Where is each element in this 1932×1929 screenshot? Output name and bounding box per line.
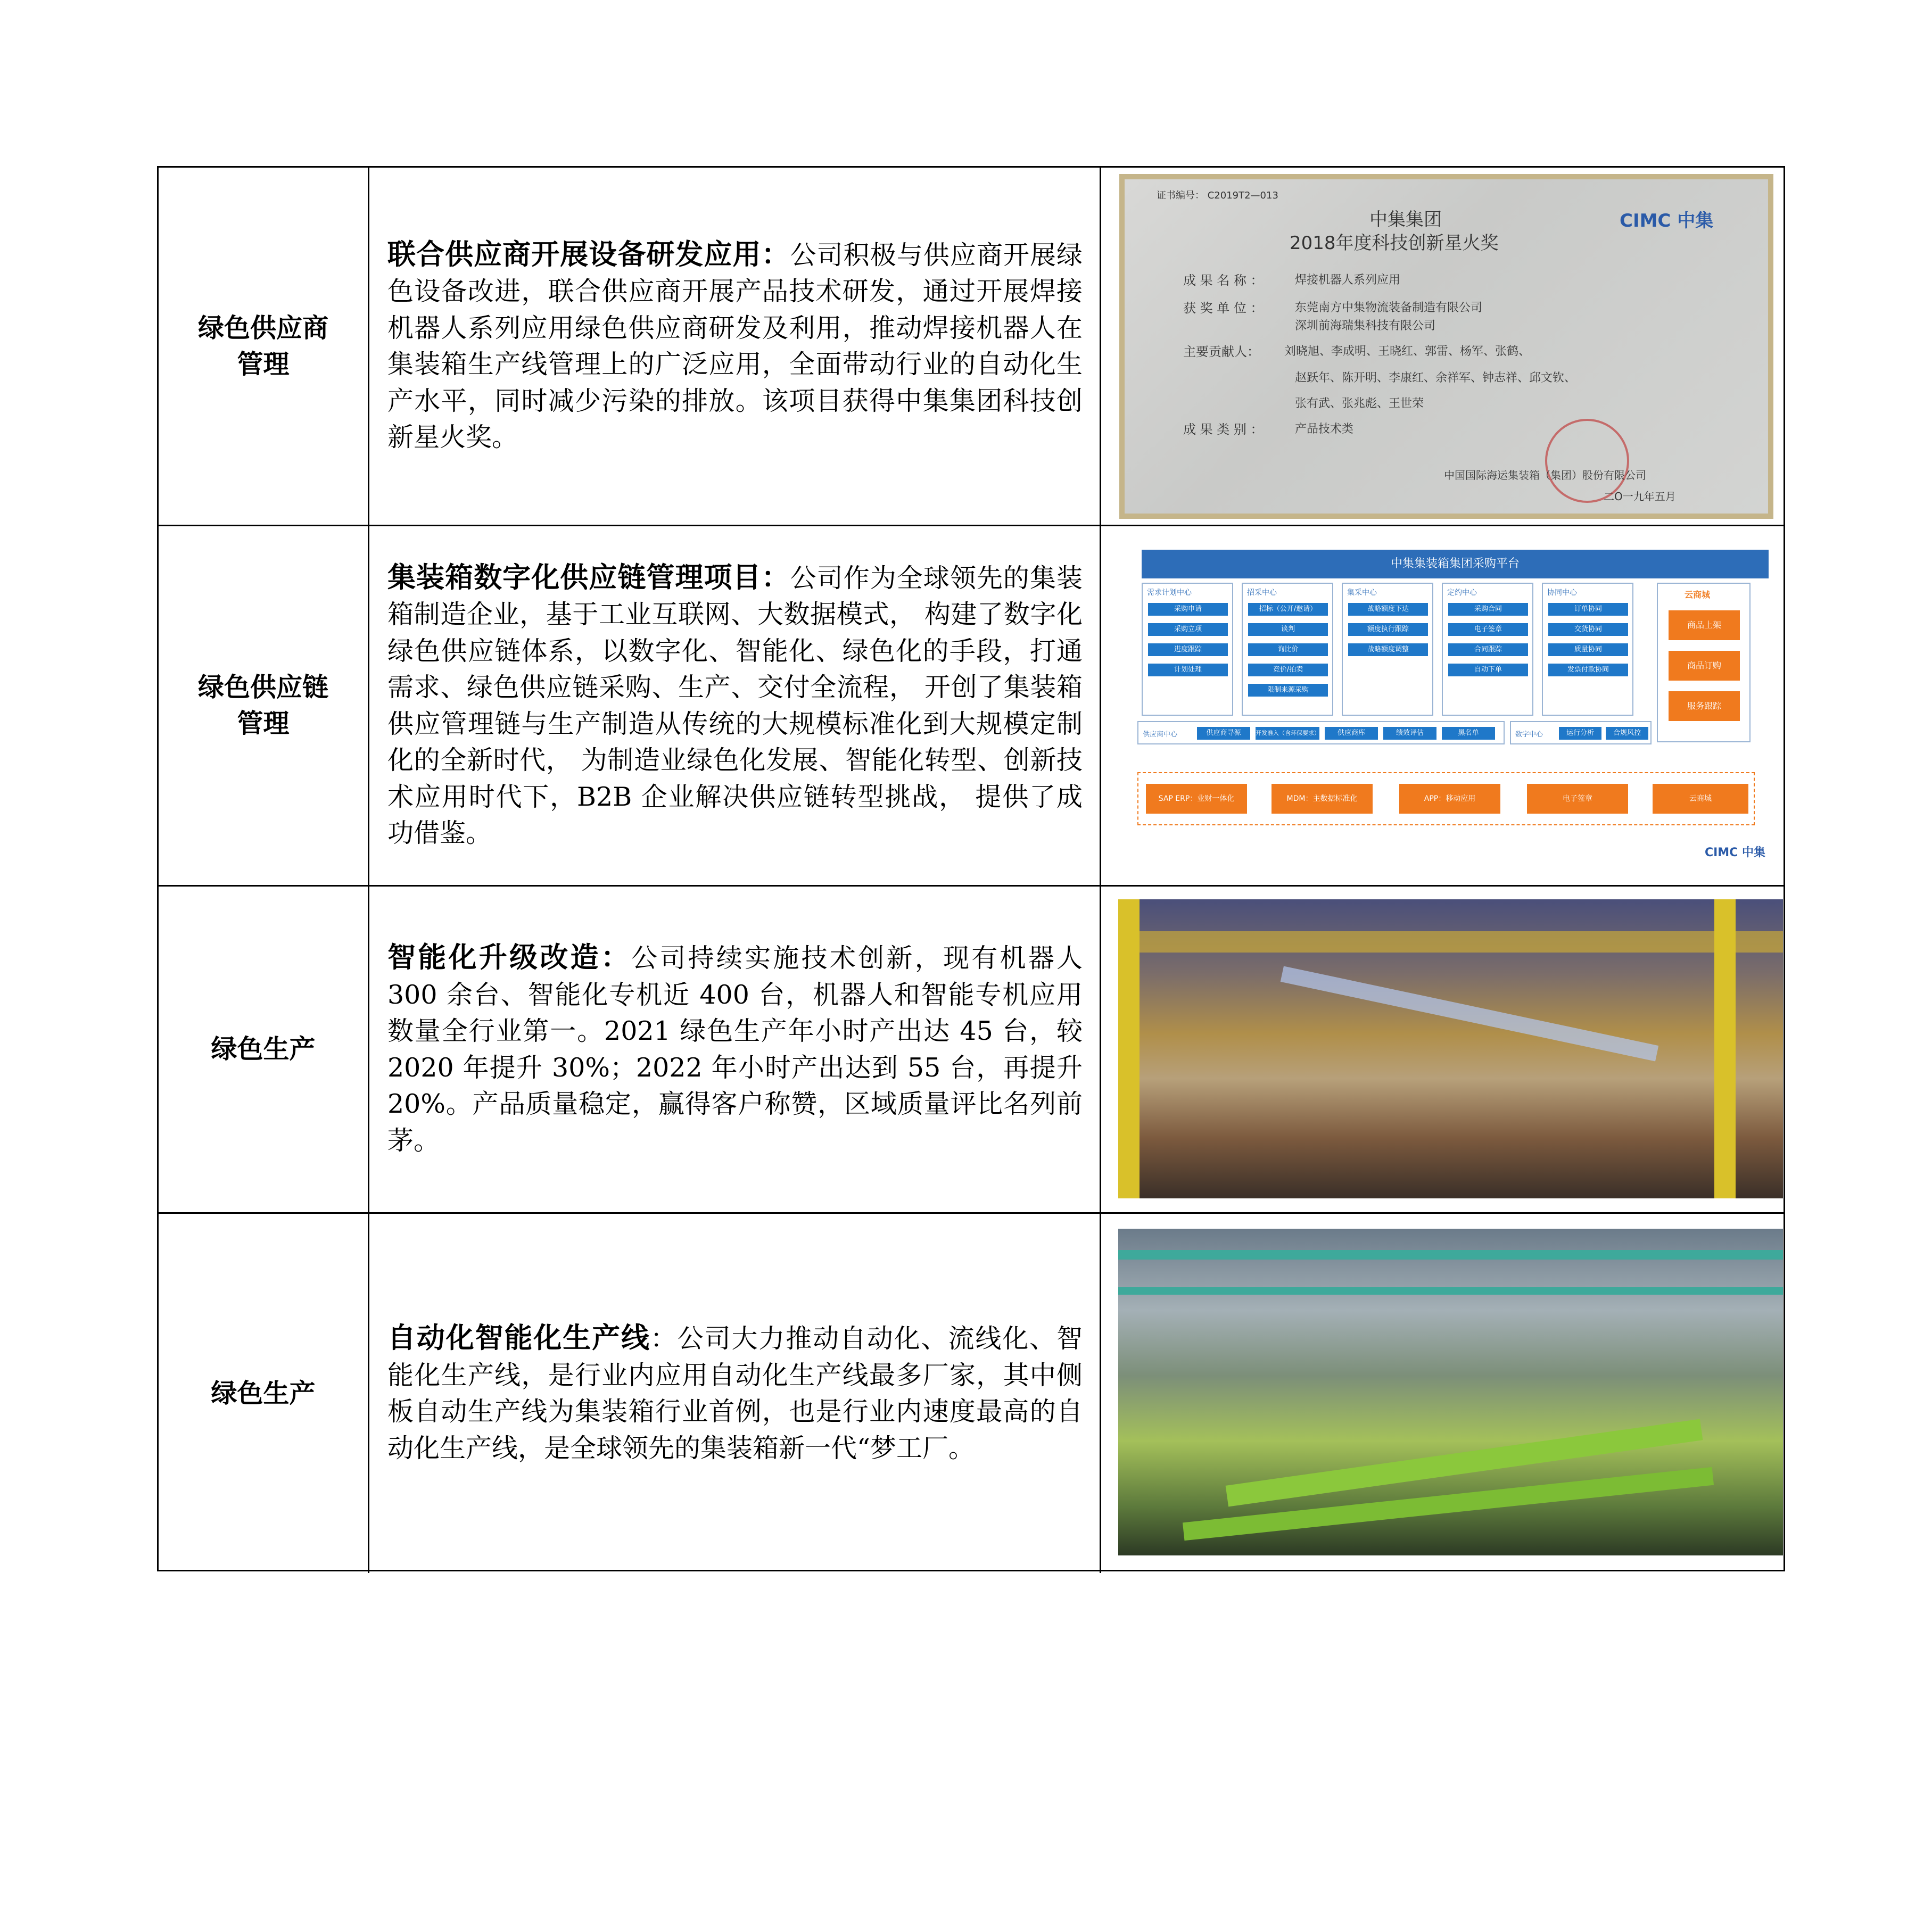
production-line-photo — [1118, 1229, 1783, 1555]
module-chip: 谈判 — [1248, 623, 1328, 636]
category-cell — [159, 168, 369, 525]
cert-field-value: 赵跃年、陈开明、李康红、余祥军、钟志祥、邱文钦、 — [1295, 371, 1576, 385]
module-chip: 招标（公开/邀请） — [1248, 603, 1328, 616]
category-label: 绿色生产 — [211, 1034, 316, 1064]
integration-chip: 电子签章 — [1527, 784, 1628, 814]
description-cell — [369, 887, 1101, 1212]
cert-field-label: 成 果 类 别 ： — [1183, 422, 1264, 437]
module-chip: 战略额度下达 — [1348, 603, 1428, 616]
module-chip: 额度执行跟踪 — [1348, 623, 1428, 636]
integration-chip: APP：移动应用 — [1399, 784, 1500, 814]
mall-chip: 服务跟踪 — [1669, 691, 1740, 721]
photo-detail — [1118, 899, 1140, 1198]
column-title: 协同中心 — [1547, 589, 1577, 597]
platform-title: 中集集装箱集团采购平台 — [1142, 550, 1769, 578]
image-cell — [1101, 1214, 1784, 1573]
table-row — [159, 887, 1784, 1214]
photo-detail — [1118, 1250, 1783, 1260]
description-cell — [369, 168, 1101, 525]
cert-field-label: 获 奖 单 位 ： — [1183, 301, 1264, 316]
supplier-center-box — [1137, 721, 1505, 744]
module-chip: 战略额度调整 — [1348, 643, 1428, 656]
cert-field-value: 刘晓旭、李成明、王晓红、郭雷、杨军、张鹤、 — [1284, 345, 1531, 358]
cert-date: 二O一九年五月 — [1604, 490, 1676, 503]
platform-column — [1142, 583, 1233, 716]
module-chip: 采购申请 — [1148, 603, 1228, 616]
column-title: 供应商中心 — [1143, 731, 1178, 739]
cert-field-value: 焊接机器人系列应用 — [1295, 274, 1401, 287]
item-body: 公司持续实施技术创新，现有机器人 300 余台、智能化专机近 400 台，机器人和智能专机应用数量全行业第一。2021 绿色生产年小时产出达 45 台，较 2020 年提升 30%；2022 年小时产出达到 55 台，再提升 20%。产品质量稳定，赢得客户称赞，区域质量评比名列前茅。 — [387, 943, 1083, 1156]
cert-issuer: 中国国际海运集装箱（集团）股份有限公司 — [1444, 469, 1646, 482]
photo-detail — [1714, 899, 1736, 1198]
cimc-logo: CIMC 中集 — [1704, 846, 1765, 859]
content-table — [157, 166, 1785, 1571]
item-title: 自动化智能化生产线 — [387, 1322, 650, 1354]
cert-field-value: 深圳前海瑞集科技有限公司 — [1295, 319, 1436, 333]
module-chip: 采购合同 — [1448, 603, 1528, 616]
table-row — [159, 1214, 1784, 1573]
category-label: 管理 — [237, 349, 290, 379]
module-chip: 黑名单 — [1442, 727, 1495, 740]
category-cell — [159, 887, 369, 1212]
cloud-mall-box — [1657, 583, 1751, 742]
category-label: 绿色供应商 — [197, 312, 328, 343]
cert-field-label: 成 果 名 称 ： — [1183, 273, 1264, 288]
item-body: ：公司大力推动自动化、流线化、智能化生产线，是行业内应用自动化生产线最多厂家，其中侧板自动生产线为集装箱行业首例，也是行业内速度最高的自动化生产线，是全球领先的集装箱新一代“梦工厂。 — [387, 1323, 1083, 1463]
module-chip: 质量协同 — [1548, 643, 1628, 656]
platform-diagram — [1116, 538, 1776, 863]
photo-detail — [1118, 931, 1783, 953]
photo-detail — [1281, 966, 1659, 1061]
column-title: 集采中心 — [1347, 589, 1377, 597]
module-chip: 限制来源采购 — [1248, 684, 1328, 697]
column-title: 定约中心 — [1447, 589, 1477, 597]
item-title: 智能化升级改造： — [387, 941, 632, 974]
cert-org: 中集集团 — [1369, 209, 1442, 230]
cert-field-label: 主要贡献人： — [1183, 344, 1260, 359]
column-title: 云商城 — [1685, 590, 1711, 600]
column-title: 招采中心 — [1247, 589, 1277, 597]
category-cell — [159, 526, 369, 885]
cert-award: 2018年度科技创新星火奖 — [1290, 233, 1499, 254]
column-title: 需求计划中心 — [1147, 589, 1192, 597]
module-chip: 电子签章 — [1448, 623, 1528, 636]
integration-box — [1137, 772, 1755, 825]
module-chip: 进度跟踪 — [1148, 643, 1228, 656]
platform-column — [1542, 583, 1633, 716]
category-label: 管理 — [237, 708, 290, 739]
mall-chip: 商品上架 — [1669, 610, 1740, 640]
module-chip: 计划处理 — [1148, 664, 1228, 676]
item-body: 公司积极与供应商开展绿色设备改进，联合供应商开展产品技术研发，通过开展焊接机器人系列应用绿色供应商研发及利用，推动焊接机器人在集装箱生产线管理上的广泛应用，全面带动行业的自动化生产水平，同时减少污染的排放。该项目获得中集集团科技创新星火奖。 — [387, 239, 1083, 452]
item-body: 公司作为全球领先的集装箱制造企业，基于工业互联网、大数据模式， 构建了数字化绿色供应链体系，以数字化、智能化、绿色化的手段，打通需求、绿色供应链采购、生产、交付全流程， 开创了集装箱供应管理链与生产制造从传统的大规模标准化到大规模定制化的全新时代， 为制造业绿色化发展、智能化转型、创新技术应用时代下，B2B 企业解决供应链转型挑战， 提供了成功借鉴。 — [387, 562, 1083, 848]
table-row — [159, 526, 1784, 887]
table-row — [159, 168, 1784, 526]
category-label: 绿色生产 — [211, 1378, 316, 1409]
column-title: 数字中心 — [1515, 731, 1543, 739]
module-chip: 合同跟踪 — [1448, 643, 1528, 656]
data-center-box — [1510, 721, 1652, 744]
module-chip: 绩效评估 — [1383, 727, 1436, 740]
cert-field-value: 东莞南方中集物流装备制造有限公司 — [1295, 301, 1483, 314]
module-chip: 竞价/拍卖 — [1248, 664, 1328, 676]
item-title: 集装箱数字化供应链管理项目： — [387, 561, 790, 594]
image-cell — [1101, 168, 1784, 525]
photo-detail — [1118, 1287, 1783, 1295]
description-cell — [369, 526, 1101, 885]
module-chip: 订单协同 — [1548, 603, 1628, 616]
category-cell — [159, 1214, 369, 1573]
module-chip: 询比价 — [1248, 643, 1328, 656]
integration-chip: MDM：主数据标准化 — [1272, 784, 1373, 814]
cert-field-value: 张有武、张兆彪、王世荣 — [1295, 397, 1424, 410]
module-chip: 交货协同 — [1548, 623, 1628, 636]
image-cell — [1101, 887, 1784, 1212]
cert-field-value: 产品技术类 — [1295, 423, 1354, 436]
module-chip: 自动下单 — [1448, 664, 1528, 676]
welding-robots-photo — [1118, 899, 1783, 1198]
module-chip: 合规风控 — [1606, 727, 1648, 740]
description-cell — [369, 1214, 1101, 1573]
module-chip: 供应商库 — [1325, 727, 1378, 740]
platform-column — [1242, 583, 1333, 716]
integration-chip: 云商城 — [1653, 784, 1748, 814]
integration-chip: SAP ERP：业财一体化 — [1146, 784, 1247, 814]
certificate-image — [1119, 174, 1773, 519]
cimc-logo: CIMC 中集 — [1620, 210, 1714, 231]
module-chip: 供应商寻源 — [1197, 727, 1250, 740]
module-chip: 发票付款协同 — [1548, 664, 1628, 676]
mall-chip: 商品订购 — [1669, 651, 1740, 681]
module-chip: 采购立项 — [1148, 623, 1228, 636]
photo-detail — [1183, 1467, 1714, 1541]
platform-column — [1342, 583, 1433, 716]
cert-number: 证书编号： C2019T2—013 — [1157, 190, 1278, 201]
image-cell — [1101, 526, 1784, 885]
module-chip: 运行分析 — [1559, 727, 1601, 740]
module-chip: 开发准入（含环保要求） — [1256, 727, 1319, 740]
category-label: 绿色供应链 — [197, 672, 328, 702]
platform-column — [1442, 583, 1533, 716]
item-title: 联合供应商开展设备研发应用： — [387, 238, 790, 271]
